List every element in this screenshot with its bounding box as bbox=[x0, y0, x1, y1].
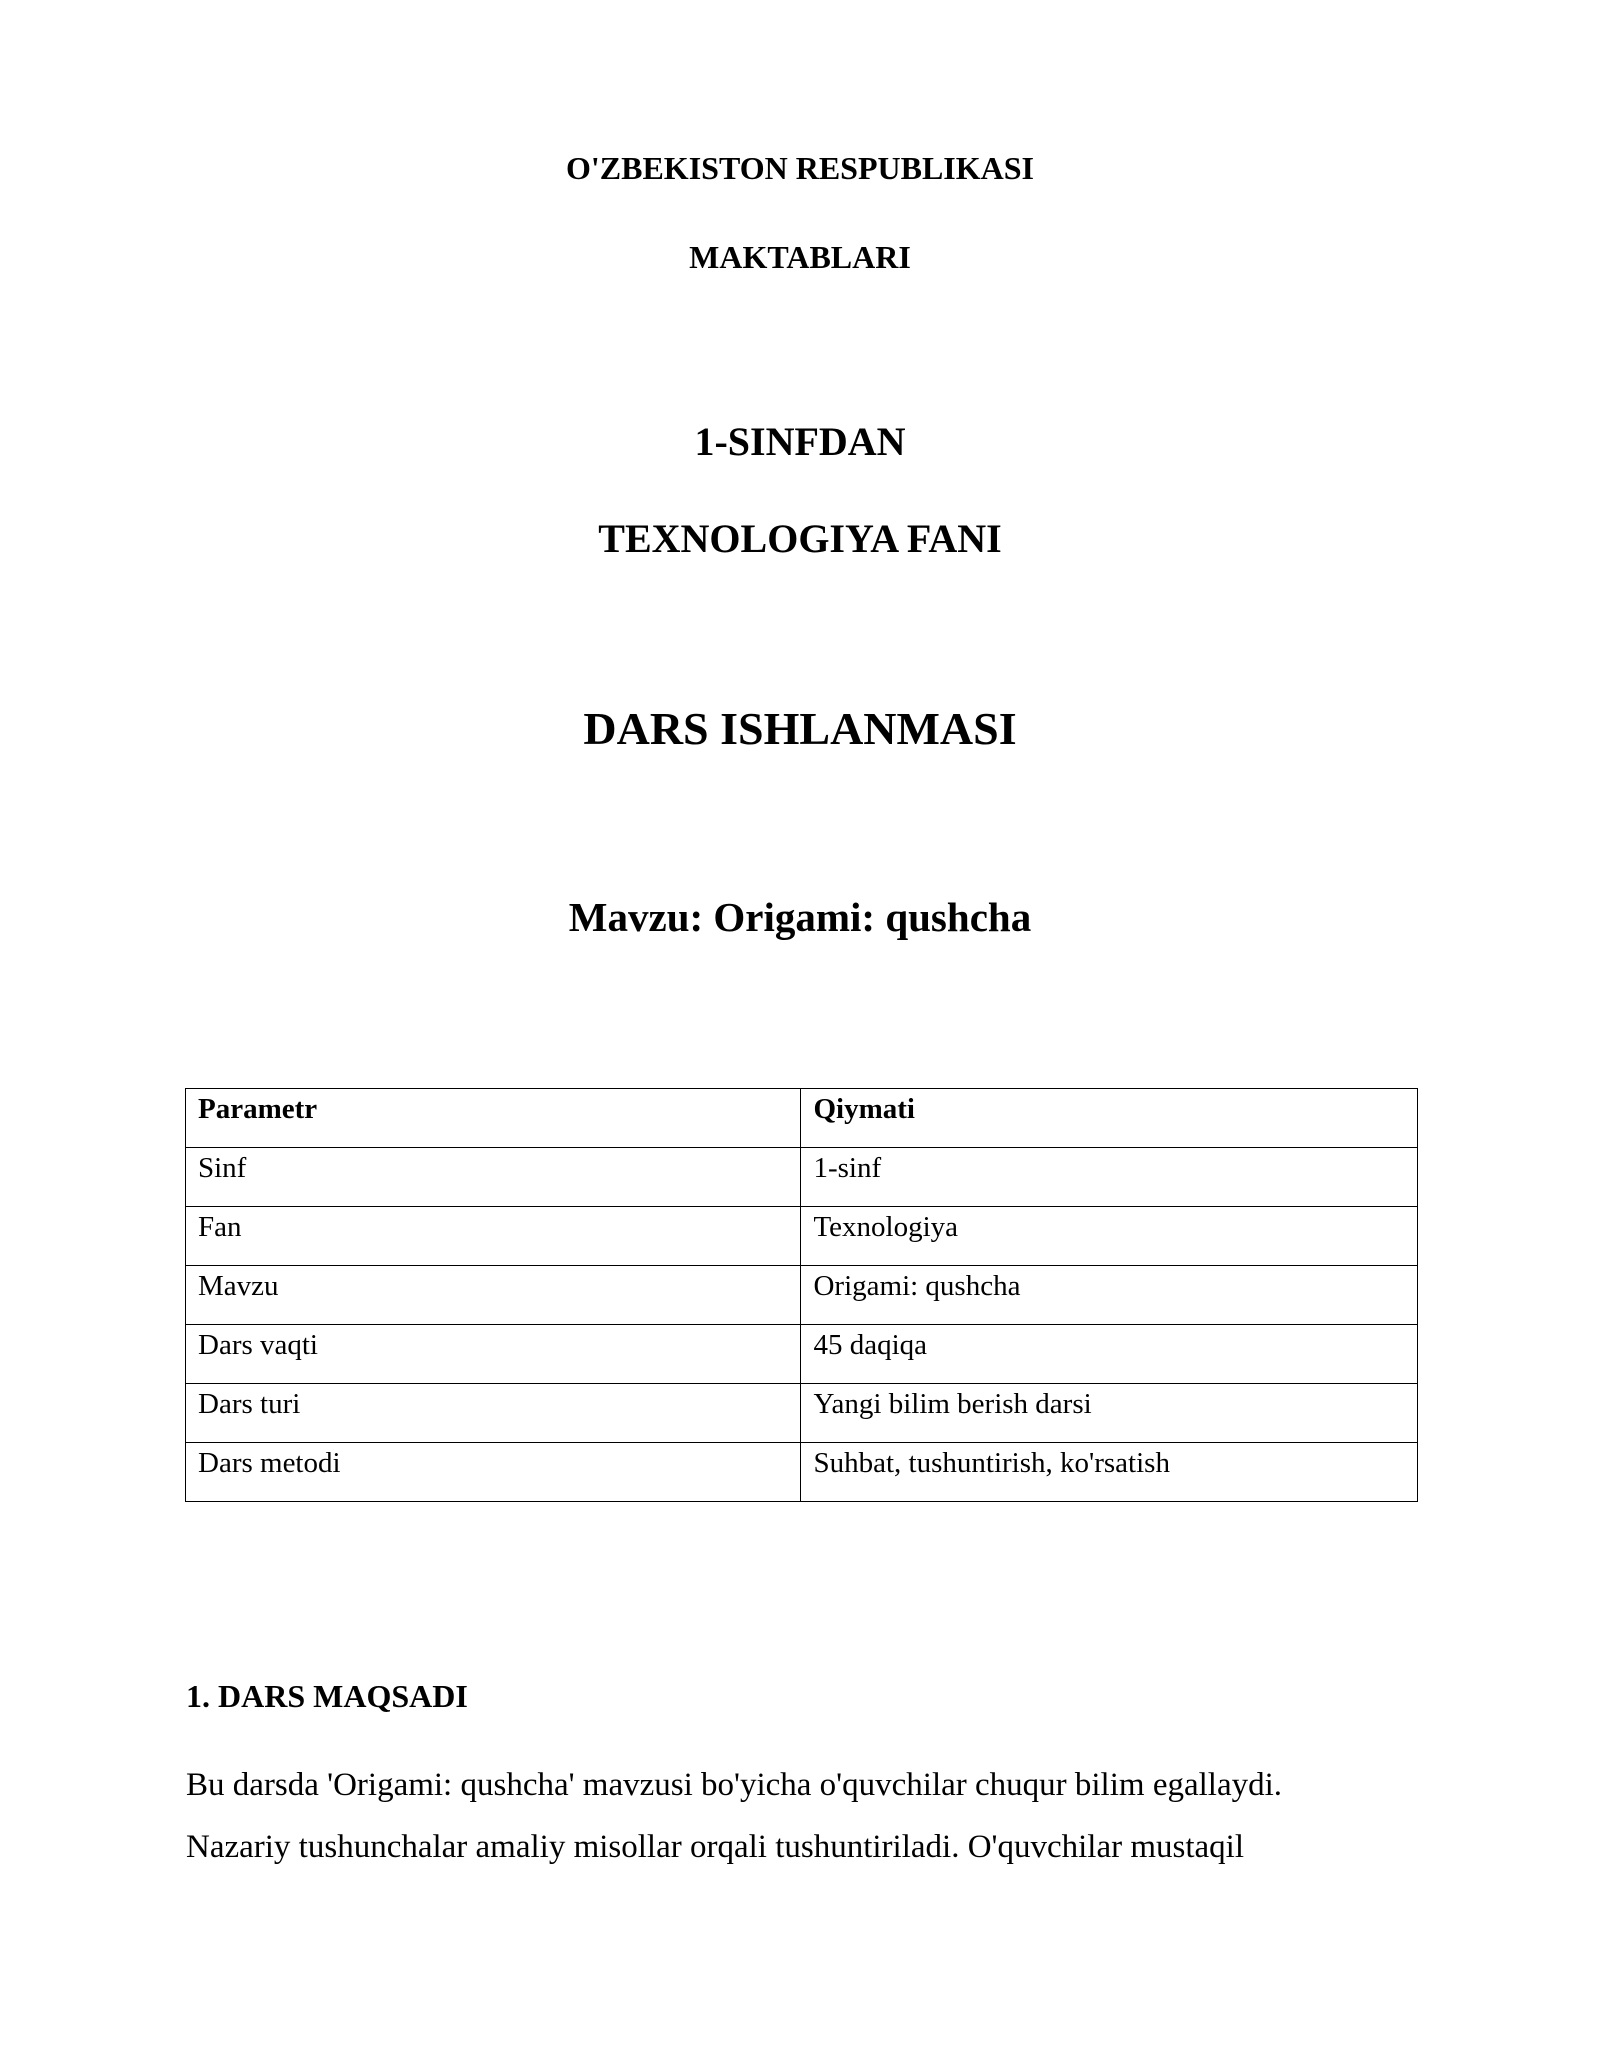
document-title: DARS ISHLANMASI bbox=[583, 703, 1017, 754]
table-row bbox=[186, 1266, 1418, 1325]
table-row bbox=[186, 1148, 1418, 1207]
grade-heading: 1-SINFDAN bbox=[694, 419, 906, 464]
table-row bbox=[186, 1325, 1418, 1384]
table-row bbox=[186, 1384, 1418, 1443]
table-cell: Texnologiya bbox=[801, 1207, 1418, 1266]
org-line-1: O'ZBEKISTON RESPUBLIKASI bbox=[565, 150, 1034, 186]
topic-heading: Mavzu: Origami: qushcha bbox=[568, 894, 1032, 940]
table-header-cell: Qiymati bbox=[801, 1089, 1418, 1148]
parameters-table bbox=[185, 1088, 1418, 1502]
table-header-cell: Parametr bbox=[186, 1089, 801, 1148]
section-title: 1. DARS MAQSADI bbox=[186, 1678, 468, 1714]
table-header-row bbox=[186, 1089, 1418, 1148]
table-cell: Yangi bilim berish darsi bbox=[801, 1384, 1418, 1443]
table-cell: Dars turi bbox=[186, 1384, 801, 1443]
subject-heading: TEXNOLOGIYA FANI bbox=[598, 516, 1002, 561]
table-cell: Origami: qushcha bbox=[801, 1266, 1418, 1325]
paragraph-line: Nazariy tushunchalar amaliy misollar orqali tushuntiriladi. O'quvchilar mustaqil bbox=[186, 1829, 1245, 1865]
org-line-2: MAKTABLARI bbox=[689, 239, 911, 275]
table-cell: Dars metodi bbox=[186, 1443, 801, 1502]
table-row bbox=[186, 1207, 1418, 1266]
table-cell: Dars vaqti bbox=[186, 1325, 801, 1384]
table-cell: Fan bbox=[186, 1207, 801, 1266]
table-cell: 45 daqiqa bbox=[801, 1325, 1418, 1384]
paragraph-line: Bu darsda 'Origami: qushcha' mavzusi bo'yicha o'quvchilar chuqur bilim egallaydi. bbox=[186, 1767, 1283, 1803]
table-cell: 1-sinf bbox=[801, 1148, 1418, 1207]
table-cell: Sinf bbox=[186, 1148, 801, 1207]
table-row bbox=[186, 1443, 1418, 1502]
table-cell: Suhbat, tushuntirish, ko'rsatish bbox=[801, 1443, 1418, 1502]
table-cell: Mavzu bbox=[186, 1266, 801, 1325]
